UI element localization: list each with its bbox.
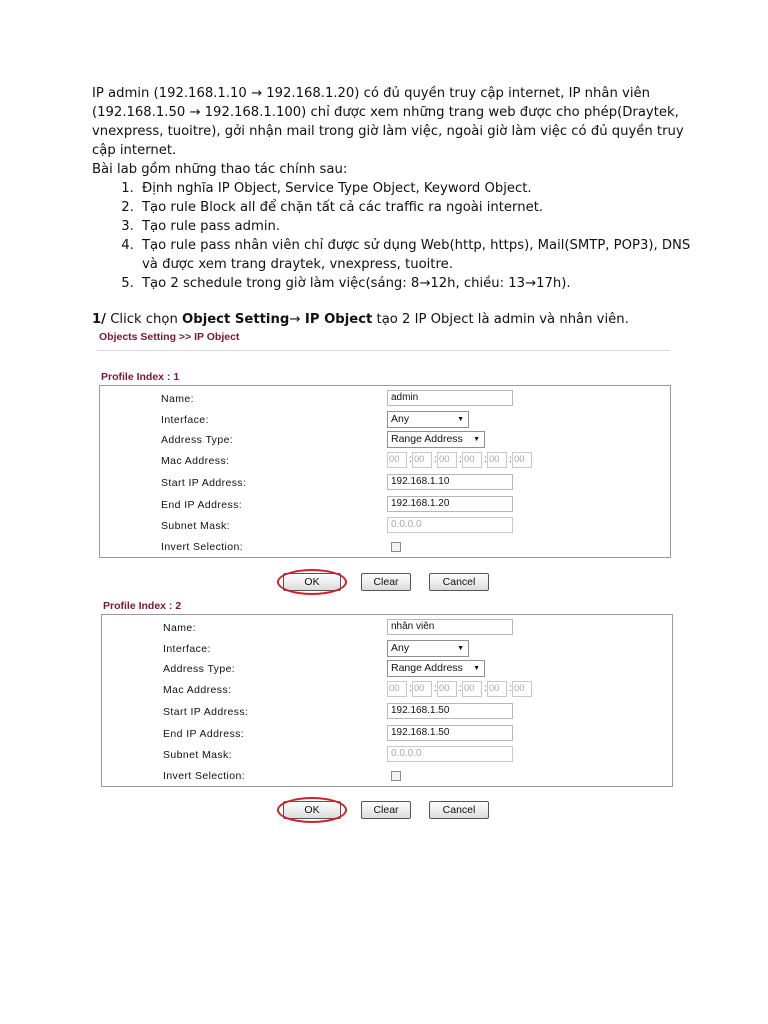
mac-octet-1[interactable]: 00 bbox=[387, 452, 407, 468]
invert-label: Invert Selection: bbox=[163, 770, 246, 782]
invert-label: Invert Selection: bbox=[161, 541, 244, 553]
highlight-circle bbox=[277, 797, 347, 823]
address-type-select[interactable] bbox=[387, 660, 485, 677]
start-ip-label: Start IP Address: bbox=[163, 706, 249, 718]
mac-octet-2[interactable]: 00 bbox=[412, 452, 432, 468]
name-field[interactable]: nhân viên bbox=[387, 619, 513, 635]
interface-select[interactable] bbox=[387, 640, 469, 657]
profile-2-panel bbox=[101, 614, 673, 787]
profile-2-title: Profile Index : 2 bbox=[103, 600, 182, 612]
start-ip-field[interactable]: 192.168.1.10 bbox=[387, 474, 513, 490]
ok-button[interactable]: OK bbox=[283, 801, 341, 819]
intro-line-4: cập internet. bbox=[92, 143, 177, 158]
interface-value: Any bbox=[391, 413, 410, 425]
step-item: 5. Tạo 2 schedule trong giờ làm việc(sáng: 8→12h, chiều: 13→17h). bbox=[138, 274, 692, 293]
intro-line-5: Bài lab gồm những thao tác chính sau: bbox=[92, 162, 348, 177]
intro-line-2: (192.168.1.50 → 192.168.1.100) chỉ được xem những trang web được cho phép(Draytek, bbox=[92, 105, 679, 120]
name-field[interactable]: admin bbox=[387, 390, 513, 406]
start-ip-label: Start IP Address: bbox=[161, 477, 247, 489]
mac-colon: : bbox=[409, 683, 412, 694]
step-item: 4. Tạo rule pass nhân viên chỉ được sử dụng Web(http, https), Mail(SMTP, POP3), DNS và được xem trang draytek, vnexpress, tuoitre. bbox=[138, 236, 692, 274]
profile-1-panel bbox=[99, 385, 671, 558]
cancel-button[interactable]: Cancel bbox=[429, 573, 489, 591]
name-label: Name: bbox=[163, 622, 196, 634]
section-number: 1/ bbox=[92, 312, 106, 327]
start-ip-field[interactable]: 192.168.1.50 bbox=[387, 703, 513, 719]
clear-button[interactable]: Clear bbox=[361, 801, 411, 819]
ok-button[interactable]: OK bbox=[283, 573, 341, 591]
dropdown-arrow-icon: ▼ bbox=[473, 436, 480, 443]
address-type-label: Address Type: bbox=[163, 663, 236, 675]
end-ip-field[interactable]: 192.168.1.50 bbox=[387, 725, 513, 741]
dropdown-arrow-icon: ▼ bbox=[473, 665, 480, 672]
invert-checkbox[interactable] bbox=[391, 542, 401, 552]
interface-label: Interface: bbox=[163, 643, 211, 655]
end-ip-label: End IP Address: bbox=[163, 728, 245, 740]
intro-line-1: IP admin (192.168.1.10 → 192.168.1.20) có đủ quyền truy cập internet, IP nhân viên bbox=[92, 86, 650, 101]
address-type-value: Range Address bbox=[391, 662, 463, 674]
arrow-glyph: → bbox=[289, 312, 301, 327]
mac-octet-4[interactable]: 00 bbox=[462, 452, 482, 468]
mac-octet-2[interactable]: 00 bbox=[412, 681, 432, 697]
breadcrumb: Objects Setting >> IP Object bbox=[99, 331, 240, 343]
mac-colon: : bbox=[484, 454, 487, 465]
mac-label: Mac Address: bbox=[163, 684, 232, 696]
mac-colon: : bbox=[509, 454, 512, 465]
subnet-field[interactable]: 0.0.0.0 bbox=[387, 746, 513, 762]
mac-octet-3[interactable]: 00 bbox=[437, 681, 457, 697]
divider bbox=[97, 350, 670, 351]
section-1-heading bbox=[92, 310, 629, 329]
address-type-label: Address Type: bbox=[161, 434, 234, 446]
section-post: tạo 2 IP Object là admin và nhân viên. bbox=[372, 312, 629, 327]
subnet-label: Subnet Mask: bbox=[163, 749, 232, 761]
step-item: 1. Định nghĩa IP Object, Service Type Object, Keyword Object. bbox=[138, 179, 692, 198]
end-ip-label: End IP Address: bbox=[161, 499, 243, 511]
address-type-select[interactable] bbox=[387, 431, 485, 448]
name-label: Name: bbox=[161, 393, 194, 405]
mac-colon: : bbox=[409, 454, 412, 465]
end-ip-field[interactable]: 192.168.1.20 bbox=[387, 496, 513, 512]
mac-colon: : bbox=[484, 683, 487, 694]
document-body bbox=[92, 84, 692, 293]
steps-list bbox=[92, 179, 692, 293]
mac-octet-5[interactable]: 00 bbox=[487, 452, 507, 468]
mac-octet-5[interactable]: 00 bbox=[487, 681, 507, 697]
mac-colon: : bbox=[459, 683, 462, 694]
mac-octet-6[interactable]: 00 bbox=[512, 452, 532, 468]
dropdown-arrow-icon: ▼ bbox=[457, 645, 464, 652]
dropdown-arrow-icon: ▼ bbox=[457, 416, 464, 423]
interface-value: Any bbox=[391, 642, 410, 654]
step-item: 3. Tạo rule pass admin. bbox=[138, 217, 692, 236]
section-bold-2: IP Object bbox=[300, 312, 373, 327]
interface-label: Interface: bbox=[161, 414, 209, 426]
mac-octet-3[interactable]: 00 bbox=[437, 452, 457, 468]
highlight-circle bbox=[277, 569, 347, 595]
mac-octet-1[interactable]: 00 bbox=[387, 681, 407, 697]
mac-colon: : bbox=[459, 454, 462, 465]
invert-checkbox[interactable] bbox=[391, 771, 401, 781]
mac-label: Mac Address: bbox=[161, 455, 230, 467]
mac-octet-6[interactable]: 00 bbox=[512, 681, 532, 697]
interface-select[interactable] bbox=[387, 411, 469, 428]
mac-colon: : bbox=[434, 683, 437, 694]
clear-button[interactable]: Clear bbox=[361, 573, 411, 591]
subnet-label: Subnet Mask: bbox=[161, 520, 230, 532]
intro-line-3: vnexpress, tuoitre), gởi nhận mail trong giờ làm việc, ngoài giờ làm việc có đủ quyền truy bbox=[92, 124, 684, 139]
step-item: 2. Tạo rule Block all để chặn tất cả các traffic ra ngoài internet. bbox=[138, 198, 692, 217]
subnet-field[interactable]: 0.0.0.0 bbox=[387, 517, 513, 533]
mac-colon: : bbox=[509, 683, 512, 694]
address-type-value: Range Address bbox=[391, 433, 463, 445]
cancel-button[interactable]: Cancel bbox=[429, 801, 489, 819]
mac-colon: : bbox=[434, 454, 437, 465]
mac-octet-4[interactable]: 00 bbox=[462, 681, 482, 697]
section-pre: Click chọn bbox=[106, 312, 183, 327]
section-bold-1: Object Setting bbox=[182, 312, 290, 327]
profile-1-title: Profile Index : 1 bbox=[101, 371, 180, 383]
